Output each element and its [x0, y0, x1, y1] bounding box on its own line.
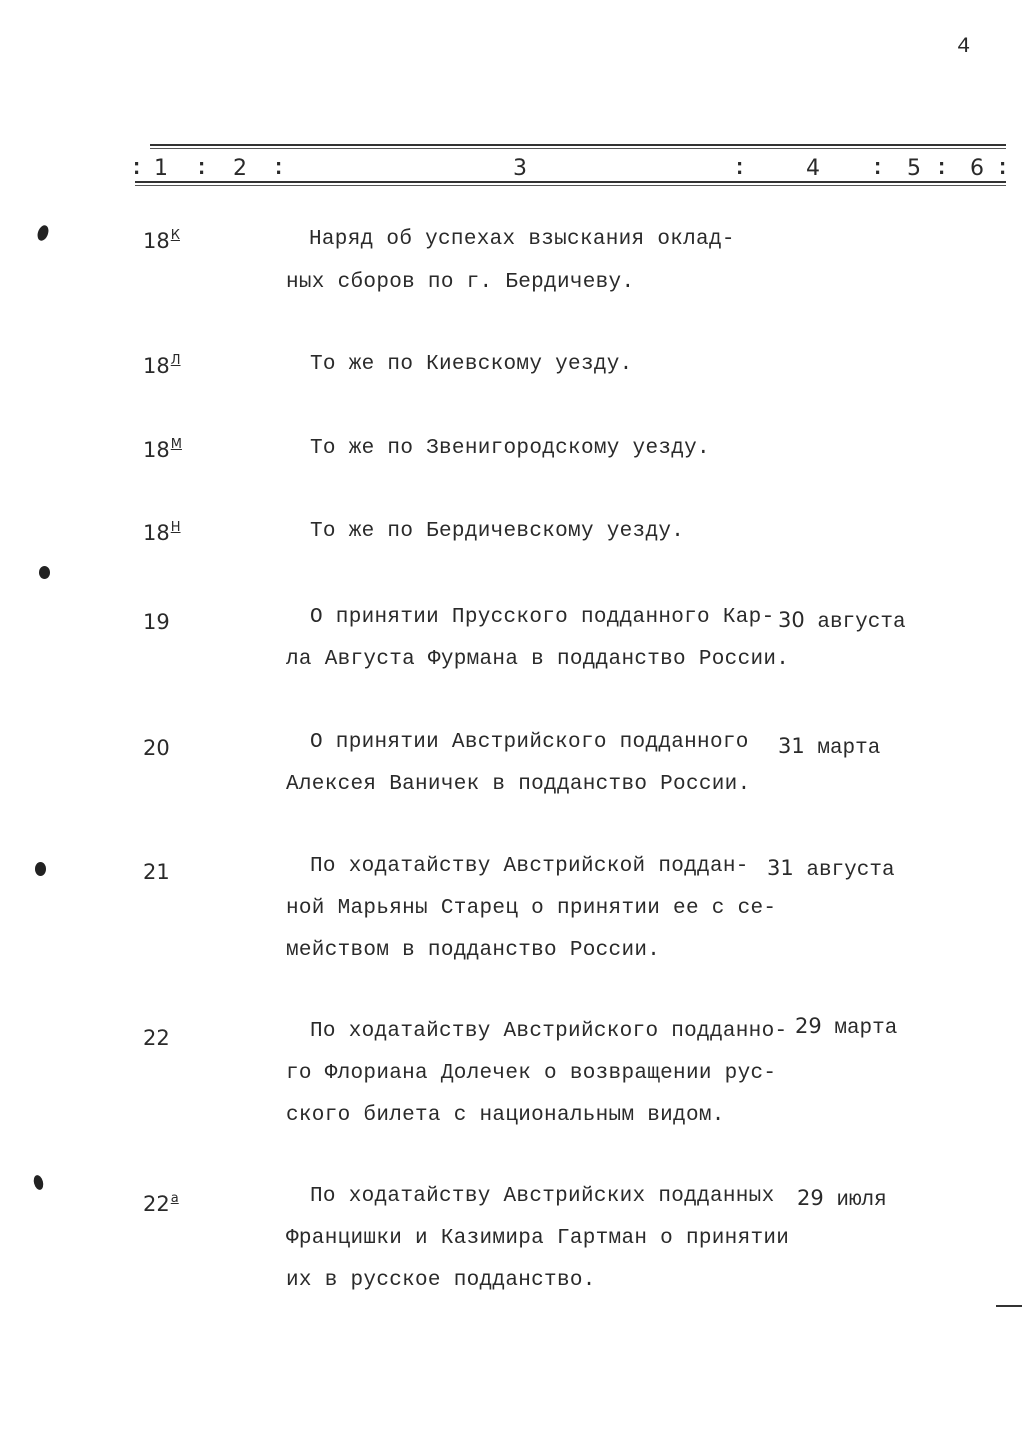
entry-date: 31 августа	[767, 856, 895, 882]
column-separator: :	[871, 156, 885, 181]
entry-number: $18^Л$	[143, 353, 181, 378]
binding-mark	[32, 1174, 45, 1191]
entry-description-line: мейством в подданство России.	[286, 939, 661, 962]
entry-number: $18^М$	[143, 437, 182, 462]
entry-number: 22	[143, 1026, 170, 1050]
entry-description-line: их в русское подданство.	[286, 1269, 596, 1292]
column-separator: :	[996, 156, 1010, 181]
entry-number: 20	[143, 736, 170, 760]
entry-description-line: По ходатайству Австрийских подданных	[310, 1185, 775, 1208]
entry-date: 29 марта	[795, 1014, 898, 1040]
page-number: 4	[957, 34, 971, 59]
entry-number: 19	[143, 610, 170, 634]
entry-number: $18^Н$	[143, 520, 181, 545]
entry-description-line: О принятии Прусского подданного Кар-	[310, 606, 775, 629]
entry-number: $22^а$	[143, 1191, 179, 1216]
column-header-4: 4	[806, 156, 820, 181]
entry-description-line: ского билета с национальным видом.	[286, 1104, 725, 1127]
entry-description-line: Алексея Ваничек в подданство России.	[286, 773, 751, 796]
entry-description-line: Францишки и Казимира Гартман о принятии	[286, 1227, 790, 1250]
entry-description-line: По ходатайству Австрийского подданно-	[310, 1020, 788, 1043]
entry-date: 29 июля	[797, 1186, 887, 1212]
entry-description-line: ла Августа Фурмана в подданство России.	[286, 648, 790, 671]
column-separator: :	[272, 156, 286, 181]
column-separator: :	[733, 156, 747, 181]
column-header-5: 5	[907, 156, 921, 181]
entry-description-line: По ходатайству Австрийской поддан-	[310, 855, 749, 878]
column-separator: :	[130, 156, 144, 181]
header-rule-bottom	[135, 181, 1006, 183]
binding-mark	[39, 566, 50, 579]
entry-date: 31 марта	[778, 734, 881, 760]
entry-date: 30 августа	[778, 608, 906, 634]
entry-description-line: То же по Киевскому уезду.	[310, 353, 633, 376]
entry-description-line: Наряд об успехах взыскания оклад-	[309, 228, 735, 251]
column-header-1: 1	[154, 156, 168, 181]
entry-description-line: ной Марьяны Старец о принятии ее с се-	[286, 897, 777, 920]
column-header-2: 2	[233, 156, 247, 181]
entry-description-line: го Флориана Долечек о возвращении рус-	[286, 1062, 777, 1085]
entry-description-line: То же по Бердичевскому уезду.	[310, 520, 685, 543]
column-header-3: 3	[513, 156, 527, 181]
column-separator: :	[935, 156, 949, 181]
binding-mark	[36, 224, 51, 242]
entry-description-line: То же по Звенигородскому уезду.	[310, 437, 710, 460]
entry-description-line: О принятии Австрийского подданного	[310, 731, 749, 754]
margin-dash	[996, 1305, 1022, 1307]
header-rule-bottom-thin	[135, 185, 1006, 186]
header-rule-top	[150, 144, 1006, 146]
column-separator: :	[195, 156, 209, 181]
entry-number: $18^К$	[143, 228, 180, 253]
entry-description-line: ных сборов по г. Бердичеву.	[286, 271, 635, 294]
entry-number: 21	[143, 860, 170, 884]
binding-mark	[35, 862, 46, 876]
column-header-6: 6	[970, 156, 984, 181]
header-rule-top-thin	[150, 148, 1006, 149]
